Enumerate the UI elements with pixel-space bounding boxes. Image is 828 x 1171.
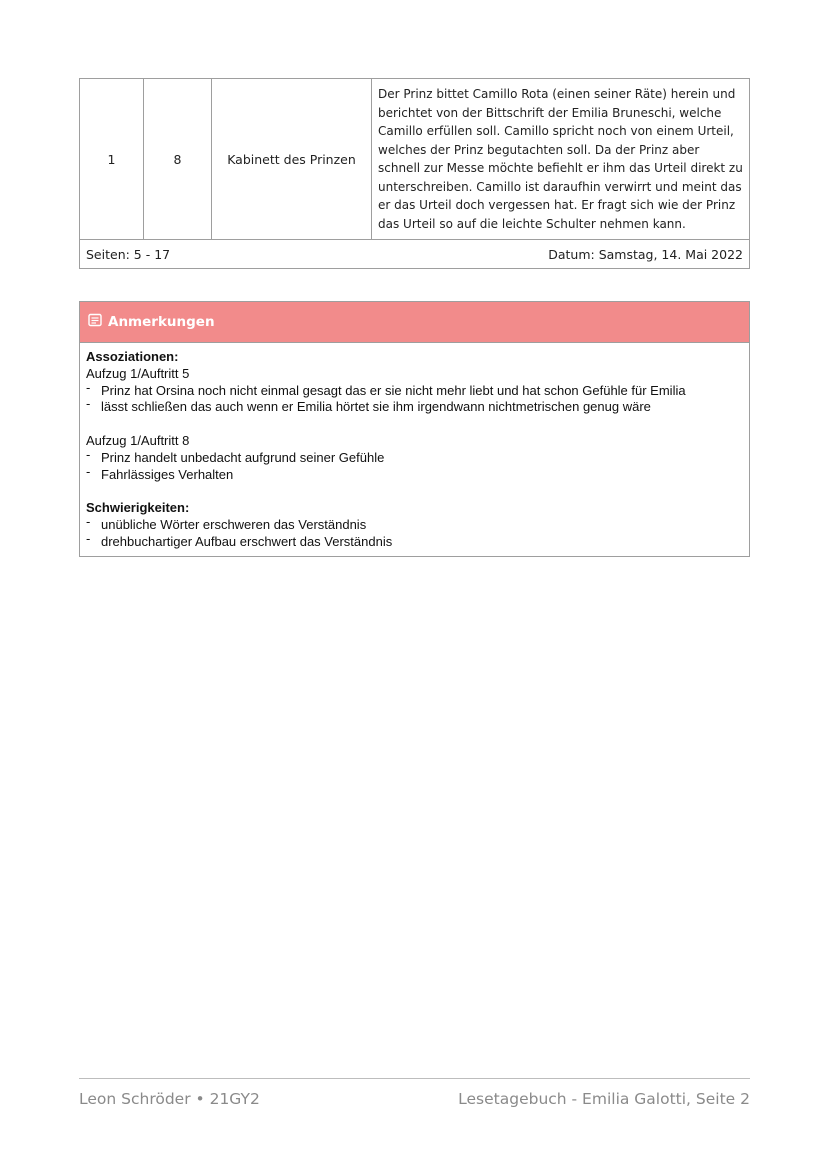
inhalt-cell: Der Prinz bittet Camillo Rota (einen seiner Räte) herein und berichtet von der Bittschrift der Emilia Bruneschi, welche Camillo erfüllen soll. Camillo spricht noch von einem Urteil, welches der Prinz begutachten soll. Da der Prinz aber schnell zur Messe möchte befiehlt er ihm das Urteil direkt zu unterschreiben. Camillo ist daraufhin verwirrt und meint das er das Urteil doch vergessen hat. Er fragt sich wie der Prinz das Urteil so auf die leichte Schulter nehmen kann. bbox=[378, 87, 743, 231]
section2-list bbox=[86, 450, 743, 484]
table-row bbox=[80, 79, 749, 240]
notes-icon bbox=[88, 313, 108, 331]
notes-header bbox=[80, 302, 749, 343]
notes-body bbox=[80, 343, 749, 556]
list-item: - Prinz handelt unbedacht aufgrund seiner Gefühle bbox=[86, 450, 743, 467]
assoziationen-heading: Assoziationen: bbox=[86, 349, 179, 364]
footer-author: Leon Schröder • 21GY2 bbox=[79, 1090, 260, 1108]
schwierigkeiten-heading: Schwierigkeiten: bbox=[86, 500, 190, 516]
entry-table bbox=[79, 78, 750, 269]
aufzug-cell: 1 bbox=[80, 79, 144, 239]
section1-list bbox=[86, 383, 743, 417]
list-item: - Prinz hat Orsina noch nicht einmal gesagt das er sie nicht mehr liebt und hat schon Gefühle für Emilia bbox=[86, 383, 743, 400]
table-footer-row bbox=[80, 240, 749, 268]
list-item: - Fahrlässiges Verhalten bbox=[86, 467, 743, 484]
notes-title: Anmerkungen bbox=[108, 314, 215, 330]
auftritt-cell: 8 bbox=[144, 79, 212, 239]
seiten-label: Seiten: 5 - 17 bbox=[86, 246, 171, 262]
datum-label: Datum: Samstag, 14. Mai 2022 bbox=[548, 246, 743, 262]
section3-list bbox=[86, 517, 743, 551]
page-footer bbox=[79, 1090, 750, 1108]
list-item: - unübliche Wörter erschweren das Verständnis bbox=[86, 517, 743, 534]
ort-cell: Kabinett des Prinzen bbox=[212, 79, 372, 239]
list-item: - drehbuchartiger Aufbau erschwert das Verständnis bbox=[86, 534, 743, 551]
list-item: - lässt schließen das auch wenn er Emilia hörtet sie ihm irgendwann nichtmetrischen genug wäre bbox=[86, 399, 743, 416]
section-title: Aufzug 1/Auftritt 5 bbox=[86, 365, 190, 381]
notes-box bbox=[79, 301, 750, 557]
footer-divider bbox=[79, 1078, 750, 1079]
footer-title: Lesetagebuch - Emilia Galotti, Seite 2 bbox=[458, 1090, 750, 1108]
section-title: Aufzug 1/Auftritt 8 bbox=[86, 432, 190, 448]
